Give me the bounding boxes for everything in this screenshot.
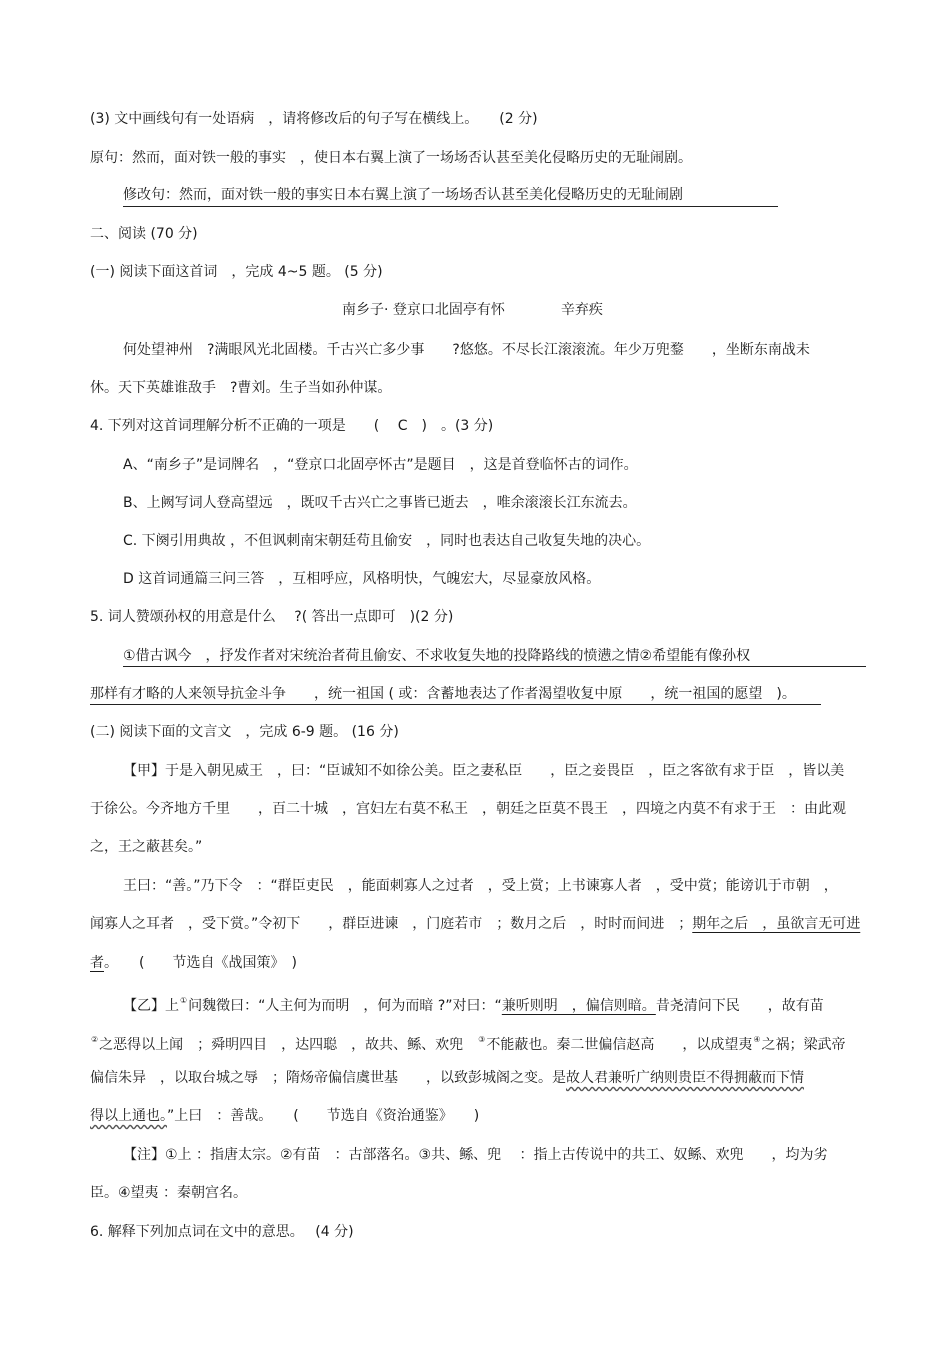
q3-original-sentence: 原句：然而，面对铁一般的事实 ，使日本右翼上演了一场场否认甚至美化侵略历史的无耻闹剧。: [90, 150, 692, 166]
poem-text-line-2: 休。天下英雄谁敌手 ?曹刘。生子当如孙仲谋。: [90, 380, 392, 396]
text-segment: 之恶得以上闻 ；舜明四目 ，达四聪 ，故共、鲧、欢兜: [99, 1037, 478, 1053]
q5-answer-line-1: ①借古讽今 ，抒发作者对宋统治者荷且偷安、不求收复失地的投降路线的愤懑之情②希望能有像孙权: [123, 648, 751, 664]
wavy-underlined-sentence: 故人君兼听广纳则贵臣不得拥蔽而下情: [566, 1070, 804, 1086]
part2-heading: (二) 阅读下面的文言文 ，完成 6-9 题。 (16 分): [90, 724, 399, 740]
q3-revised-sentence: 修改句：然而，面对铁一般的事实日本右翼上演了一场场否认甚至美化侵略历史的无耻闹剧: [123, 187, 683, 203]
footnote-marker: ②: [91, 1035, 99, 1044]
passage-yi-line-4: [90, 1106, 479, 1126]
underlined-sentence: 者: [90, 955, 104, 971]
q5-heading: 5. 词人赞颂孙权的用意是什么 ?( 答出一点即可 )(2 分): [90, 609, 454, 625]
text-segment: 昔尧清问下民 ，故有苗: [655, 998, 824, 1014]
poem-text-line-1: 何处望神州 ?满眼风光北固楼。千古兴亡多少事 ?悠悠。不尽长江滚滚流。年少万兜鍪 ，坐断东南战未: [123, 342, 810, 358]
poem-title: 南乡子· 登京口北固亭有怀 辛弃疾: [342, 302, 603, 318]
footnote-marker: ①: [180, 996, 188, 1005]
q5-answer-line-2: 那样有才略的人来领导抗金斗争 ，统一祖国 ( 或：含蓄地表达了作者渴望收复中原 ，统一祖国的愿望 )。: [90, 686, 796, 702]
q6-heading: 6. 解释下列加点词在文中的意思。 (4 分): [90, 1224, 354, 1240]
passage-yi-line-1: [123, 991, 824, 1016]
footnote-marker: ③: [478, 1035, 486, 1044]
text-segment: 【乙】上: [123, 998, 179, 1014]
text-segment: 不能蔽也。秦二世偏信赵高 ，以成望夷: [486, 1037, 753, 1053]
footnote-marker: ④: [753, 1035, 761, 1044]
text-segment: 偏信朱异 ，以取台城之辱 ；隋炀帝偏信虞世基 ，以致彭城阁之变。是: [90, 1070, 566, 1086]
q4-option-a: A、“南乡子”是词牌名 ，“登京口北固亭怀古”是题目 ，这是首登临怀古的词作。: [123, 457, 638, 473]
q4-option-d: D 这首词通篇三问三答 ，互相呼应，风格明快，气魄宏大，尽显豪放风格。: [123, 571, 601, 587]
text-segment: 问魏徵曰：“人主何为而明 ，何为而暗 ?”对曰：“: [188, 998, 502, 1014]
passage-jia-line-5: [90, 914, 860, 934]
text-segment: 之祸；梁武帝: [761, 1037, 846, 1053]
answer-line: [123, 666, 866, 667]
answer-line: [90, 704, 821, 705]
q4-heading: 4. 下列对这首词理解分析不正确的一项是 ( C ) 。(3 分): [90, 418, 494, 434]
q4-option-b: B、上阙写词人登高望远 ，既叹千古兴亡之事皆已逝去 ，唯余滚滚长江东流去。: [123, 495, 637, 511]
passage-yi-line-2: [90, 1030, 846, 1055]
section-reading-title: 二、阅读 (70 分): [90, 226, 198, 242]
passage-jia-line-3: 之，王之蔽甚矣。”: [90, 839, 203, 855]
notes-line-1: 【注】①上 ：指唐太宗。②有苗 ：古部落名。③共、鲧、兜 ：指上古传说中的共工、奴鲧、欢兜 ，均为劣: [123, 1147, 828, 1163]
answer-line: [123, 206, 778, 207]
wavy-underlined-sentence: 得以上通也。: [90, 1108, 167, 1124]
underlined-sentence: 期年之后 ，虽欲言无可进: [692, 916, 861, 932]
passage-yi-line-3: [90, 1068, 804, 1088]
text-segment: 闻寡人之耳者 ，受下赏。”令初下 ，群臣进谏 ，门庭若市 ；数月之后 ，时时而间进 ；: [90, 916, 693, 932]
underlined-sentence: 兼听则明 ，偏信则暗。: [501, 998, 656, 1014]
text-segment: ”上曰 ：善哉。 ( 节选自《资治通鉴》 ): [167, 1108, 480, 1124]
notes-line-2: 臣。④望夷 ：秦朝宫名。: [90, 1185, 248, 1201]
passage-jia-line-2: 于徐公。今齐地方千里 ，百二十城 ，宫妇左右莫不私王 ，朝廷之臣莫不畏王 ，四境之内莫不有求于王 ：由此观: [90, 801, 846, 817]
part1-heading: (一) 阅读下面这首词 ，完成 4~5 题。 (5 分): [90, 264, 383, 280]
text-segment: 。 ( 节选自《战国策》 ): [104, 955, 297, 971]
passage-jia-line-1: 【甲】于是入朝见威王 ，曰：“臣诚知不如徐公美。臣之妻私臣 ，臣之妾畏臣 ，臣之客欲有求于臣 ，皆以美: [123, 763, 845, 779]
passage-jia-line-6: [90, 953, 297, 973]
q3-heading: (3) 文中画线句有一处语病 ，请将修改后的句子写在横线上。 (2 分): [90, 111, 538, 127]
q4-option-c: C. 下阕引用典故 ，不但讽刺南宋朝廷苟且偷安 ，同时也表达自己收复失地的决心。: [123, 533, 651, 549]
passage-jia-line-4: 王曰：“善。”乃下令 ：“群臣吏民 ，能面刺寡人之过者 ，受上赏；上书谏寡人者 ，受中赏；能谤讥于市朝 ，: [123, 878, 838, 894]
